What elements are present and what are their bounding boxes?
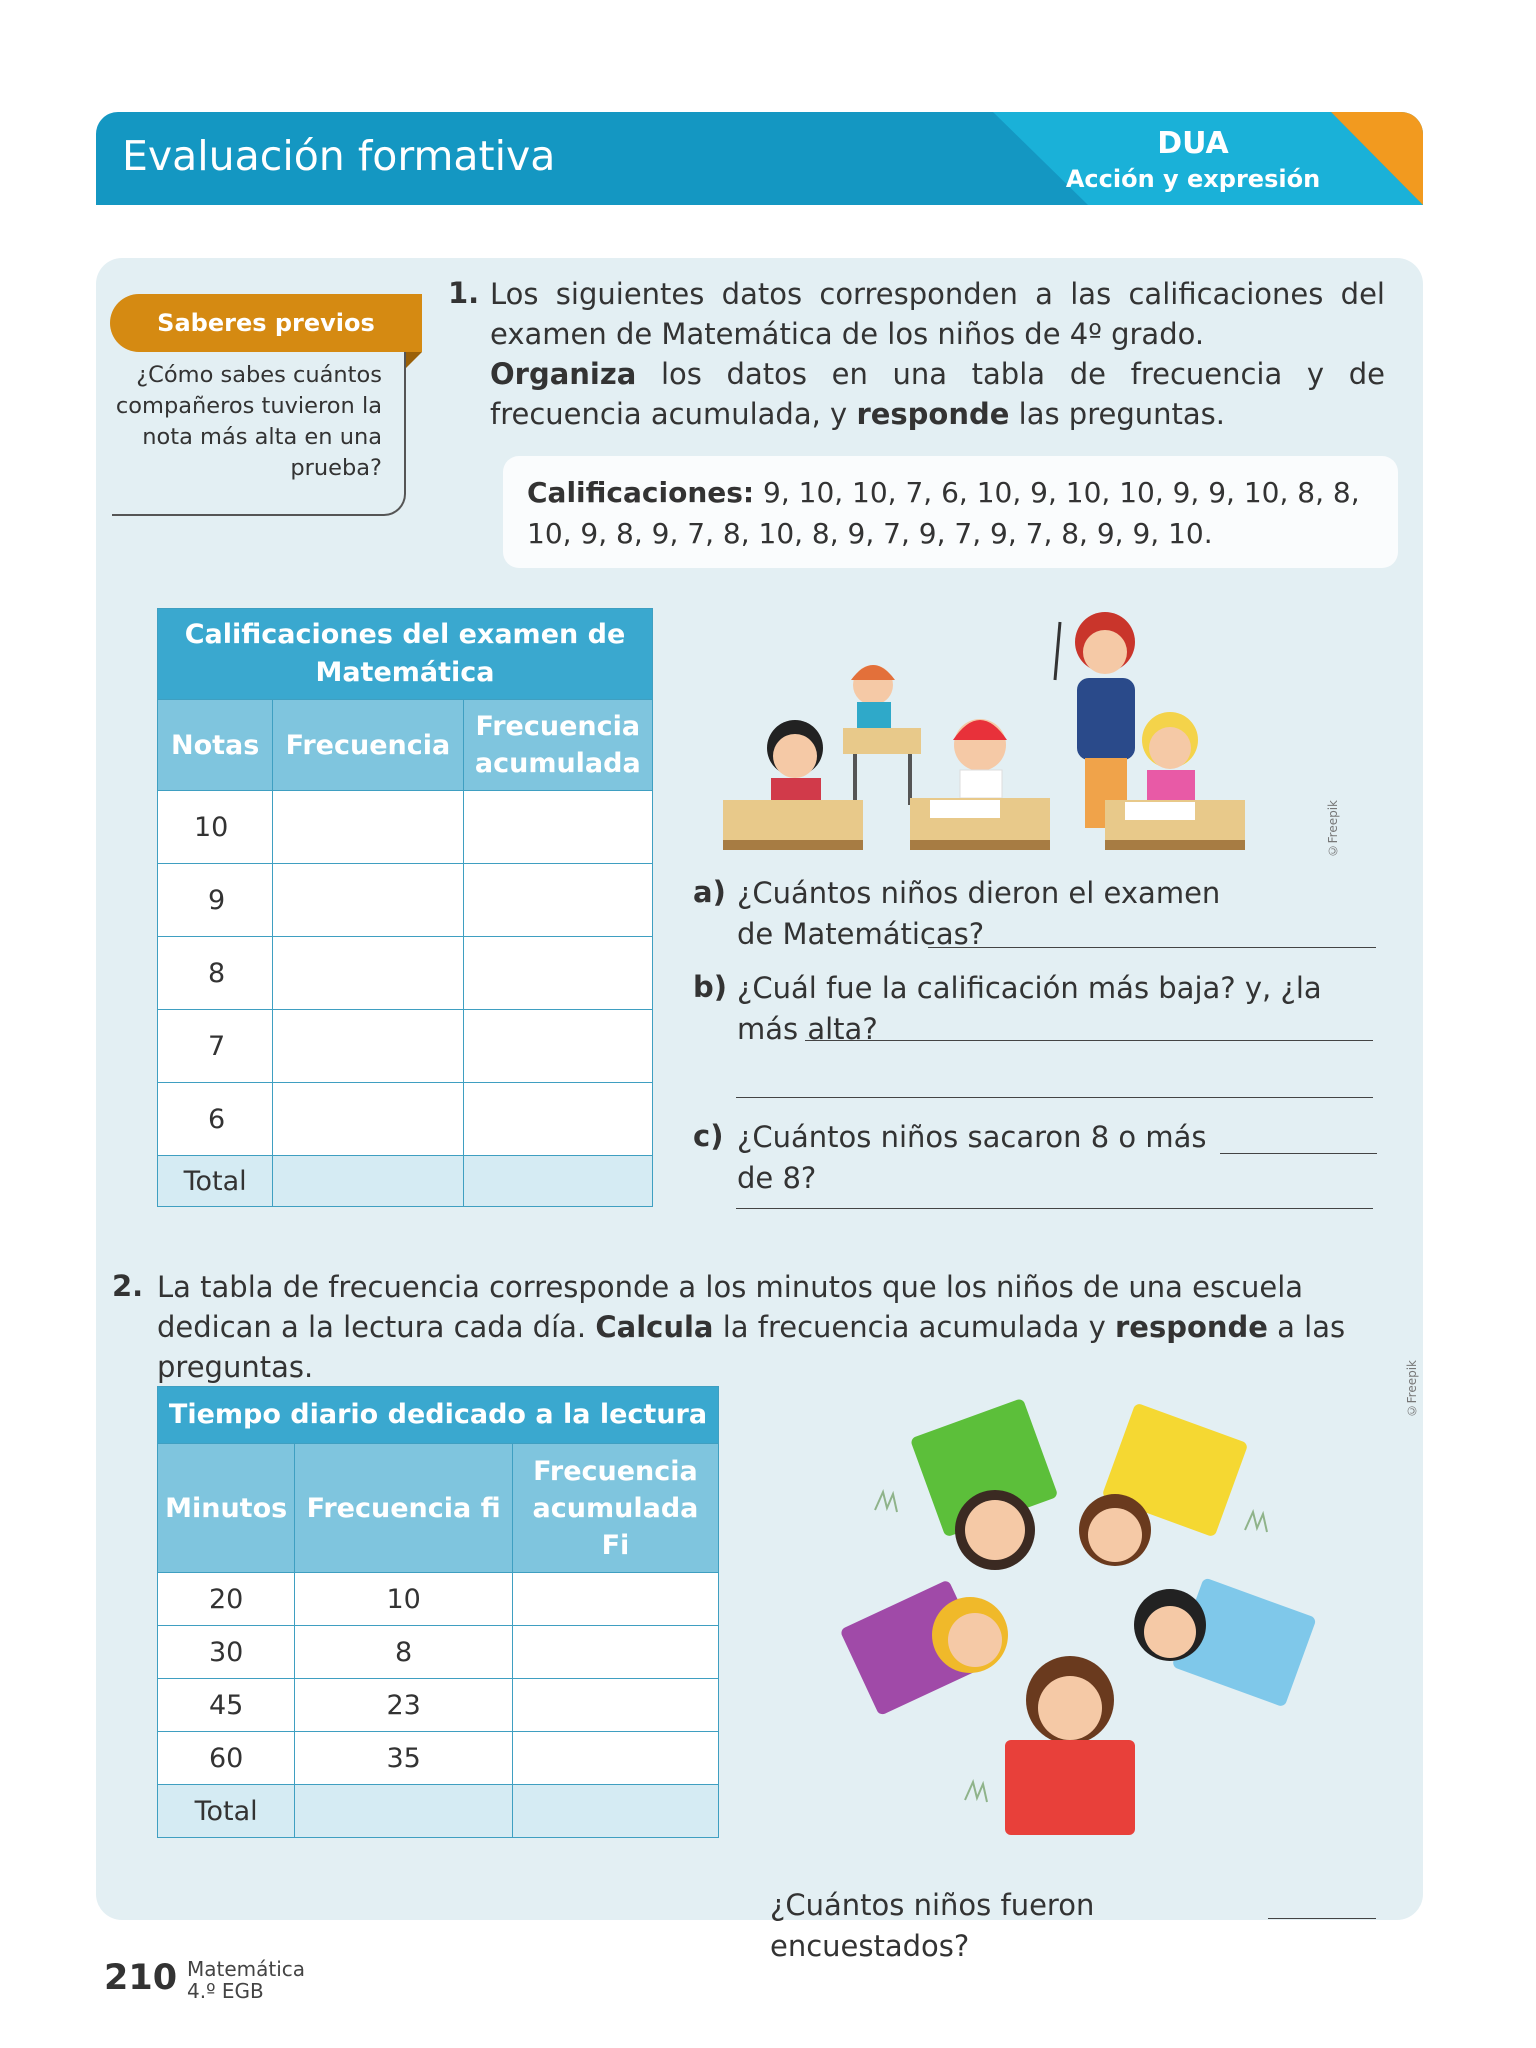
- saberes-previos-question: ¿Cómo sabes cuántos compañeros tuvieron la nota más alta en una prueba?: [115, 362, 382, 481]
- acumulada-input-cell[interactable]: [512, 1732, 718, 1785]
- grades-label: Calificaciones:: [527, 476, 755, 509]
- nota-cell: 10: [158, 791, 273, 864]
- table-row: [158, 1732, 719, 1785]
- question-b-letter: b): [693, 970, 728, 1004]
- frecuencia-cell: 10: [295, 1573, 513, 1626]
- answer-line-b2[interactable]: [736, 1097, 1373, 1098]
- table-row: [158, 1010, 653, 1083]
- grades-list: [527, 472, 1377, 554]
- table-1-header-acumulada: Frecuencia acumulada: [463, 700, 652, 791]
- subject-label: [187, 1958, 305, 2002]
- nota-cell: 7: [158, 1010, 273, 1083]
- tab-fold: [404, 352, 422, 370]
- table-total-row: [158, 1156, 653, 1207]
- acumulada-input-cell[interactable]: [463, 791, 652, 864]
- acumulada-input-cell[interactable]: [463, 1010, 652, 1083]
- question-c-letter: c): [693, 1119, 724, 1153]
- acumulada-input-cell[interactable]: [512, 1573, 718, 1626]
- frecuencia-cell: 35: [295, 1732, 513, 1785]
- dua-subtitle: Acción y expresión: [1065, 165, 1321, 193]
- question-1-intro: Los siguientes datos corresponden a las calificaciones del examen de Matemática de los niños de 4º grado.: [490, 277, 1385, 351]
- question-2-number: 2.: [112, 1269, 144, 1303]
- verb-responde-2: responde: [1114, 1310, 1268, 1344]
- question-a-text: ¿Cuántos niños dieron el examen de Matemáticas?: [737, 876, 1221, 951]
- table-1-header-frecuencia: Frecuencia: [273, 700, 463, 791]
- reading-time-table: [157, 1386, 719, 1838]
- frecuencia-input-cell[interactable]: [273, 791, 463, 864]
- answer-line-c1[interactable]: [1220, 1153, 1377, 1154]
- question-2-ask: ¿Cuántos niños fueron encuestados?: [770, 1888, 1095, 1963]
- question-1-number: 1.: [448, 276, 480, 310]
- grades-values: 9, 10, 10, 7, 6, 10, 9, 10, 10, 9, 9, 10, 8, 8, 10, 9, 8, 9, 7, 8, 10, 8, 9, 7, 9, 7, 9, 7, 8, 9, 9, 10.: [527, 476, 1360, 550]
- nota-cell: 6: [158, 1083, 273, 1156]
- minutos-cell: 30: [158, 1626, 295, 1679]
- question-2-end: a las preguntas.: [157, 1310, 1346, 1384]
- minutos-cell: 60: [158, 1732, 295, 1785]
- table-1-title: Calificaciones del examen de Matemática: [158, 609, 653, 700]
- question-2-middle: la frecuencia acumulada y: [713, 1310, 1115, 1344]
- total-acumulada-cell-2[interactable]: [512, 1785, 718, 1838]
- nota-cell: 9: [158, 864, 273, 937]
- table-2-title: Tiempo diario dedicado a la lectura: [158, 1387, 719, 1444]
- grades-box: [503, 456, 1398, 568]
- table-total-row: [158, 1785, 719, 1838]
- question-1-end: las preguntas.: [1009, 397, 1225, 431]
- total-label: Total: [158, 1156, 273, 1207]
- table-2-header-acumulada: Frecuencia acumulada Fi: [512, 1444, 718, 1573]
- subject-name: Matemática: [187, 1957, 306, 1981]
- question-2-text: [157, 1267, 1402, 1387]
- page-title: Evaluación formativa: [122, 132, 556, 180]
- question-2-intro: La tabla de frecuencia corresponde a los minutos que los niños de una escuela dedican a la lectura cada día.: [157, 1270, 1304, 1344]
- header-banner: [96, 112, 1423, 205]
- total-frecuencia-cell-2[interactable]: [295, 1785, 513, 1838]
- grade-label: 4.º EGB: [187, 1979, 264, 2003]
- reading-kids-illustration: [815, 1370, 1335, 1850]
- table-1-header-notas: Notas: [158, 700, 273, 791]
- table-row: [158, 1626, 719, 1679]
- total-acumulada-cell[interactable]: [463, 1156, 652, 1207]
- acumulada-input-cell[interactable]: [463, 937, 652, 1010]
- frecuencia-input-cell[interactable]: [273, 1083, 463, 1156]
- dua-label: DUA: [1157, 126, 1229, 161]
- acumulada-input-cell[interactable]: [463, 1083, 652, 1156]
- question-c-text: ¿Cuántos niños sacaron 8 o más de 8?: [737, 1120, 1207, 1195]
- table-row: [158, 1083, 653, 1156]
- grades-frequency-table: [157, 608, 653, 1207]
- question-1-instruction: los datos en una tabla de frecuencia y de frecuencia acumulada, y: [490, 357, 1385, 431]
- answer-line-2[interactable]: [1268, 1918, 1376, 1919]
- frecuencia-cell: 23: [295, 1679, 513, 1732]
- table-row: [158, 937, 653, 1010]
- acumulada-input-cell[interactable]: [463, 864, 652, 937]
- frecuencia-input-cell[interactable]: [273, 937, 463, 1010]
- saberes-previos-box: [112, 352, 406, 516]
- minutos-cell: 20: [158, 1573, 295, 1626]
- total-label-2: Total: [158, 1785, 295, 1838]
- classroom-illustration: [715, 600, 1275, 870]
- verb-organiza: Organiza: [490, 357, 637, 391]
- verb-calcula: Calcula: [595, 1310, 714, 1344]
- frecuencia-input-cell[interactable]: [273, 864, 463, 937]
- question-b-text: ¿Cuál fue la calificación más baja? y, ¿la más alta?: [737, 971, 1322, 1046]
- question-1-text: [490, 274, 1385, 434]
- answer-line-b1[interactable]: [805, 1040, 1373, 1041]
- table-row: [158, 864, 653, 937]
- answer-line-a[interactable]: [928, 947, 1376, 948]
- table-row: [158, 1573, 719, 1626]
- total-frecuencia-cell[interactable]: [273, 1156, 463, 1207]
- page-number: 210: [104, 1958, 178, 1998]
- image-credit-1: ©Freepik: [1326, 800, 1340, 858]
- table-row: [158, 1679, 719, 1732]
- nota-cell: 8: [158, 937, 273, 1010]
- answer-line-c2[interactable]: [736, 1208, 1373, 1209]
- question-a-letter: a): [693, 875, 726, 909]
- table-2-header-minutos: Minutos: [158, 1444, 295, 1573]
- image-credit-2: ©Freepik: [1405, 1360, 1419, 1418]
- frecuencia-cell: 8: [295, 1626, 513, 1679]
- acumulada-input-cell[interactable]: [512, 1679, 718, 1732]
- acumulada-input-cell[interactable]: [512, 1626, 718, 1679]
- table-2-header-frecuencia: Frecuencia fi: [295, 1444, 513, 1573]
- verb-responde: responde: [856, 397, 1010, 431]
- table-row: [158, 791, 653, 864]
- saberes-previos-label: Saberes previos: [157, 309, 375, 337]
- saberes-previos-tab: [110, 294, 422, 352]
- minutos-cell: 45: [158, 1679, 295, 1732]
- frecuencia-input-cell[interactable]: [273, 1010, 463, 1083]
